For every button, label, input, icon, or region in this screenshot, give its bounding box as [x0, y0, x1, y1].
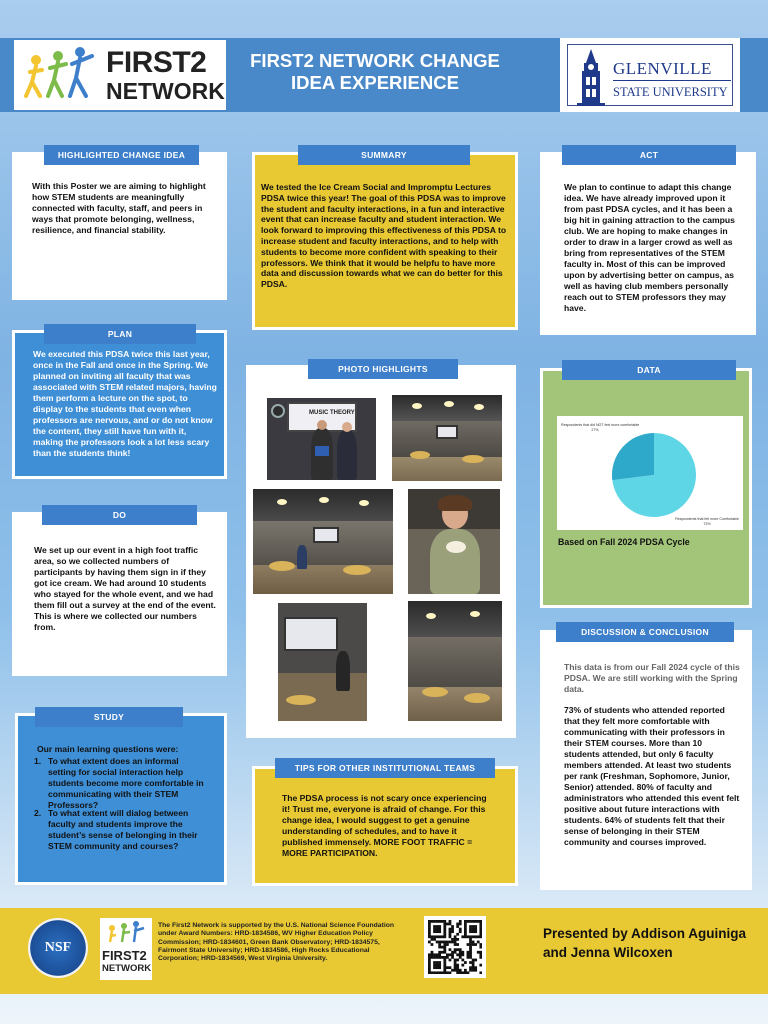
photo-student-ice-cream — [408, 489, 500, 594]
footer-funding-text: The First2 Network is supported by the U.S. National Science Foundation under Award Numbers: HRD-1834586, WV Higher Education Policy Commission; HRD-1834601, Green Bank Observatory; HRD-1834575, Fairmont State University; HRD-1834586, High Rocks Educational Corporation; HRD-1834569, West Virginia University. — [158, 922, 395, 963]
first2-logo-line2: NETWORK — [106, 78, 225, 104]
qr-code[interactable] — [424, 916, 486, 978]
study-intro: Our main learning questions were: — [37, 744, 179, 754]
footer-logo-line1: FIRST2 — [102, 948, 147, 963]
screen-label: MUSIC THEORY — [309, 410, 355, 416]
act-text: We plan to continue to adapt this change idea. We have already improved upon it from past PDSA cycles, and it has been a big hit in gaining attraction to the campus club. We are hoping to make changes in order to draw in a larger crowd as well as bring from representatives of the STEM faculty in. Most of this can be improved upon by advertising better on campus, as well as having club members personally reach out to STEM professors they may have. — [564, 182, 735, 313]
glenville-line1: GLENVILLE — [613, 59, 712, 78]
plan-text: We executed this PDSA twice this last year, once in the Fall and once in the Spring. We planned on inviting all faculty that was associated with STEM related majors, having them perform a lecture on the spot, to display to the students that even when professors are nervous, and or do not know the content, they still have fun with it, making the professors look a lot less scary than the students think! — [33, 349, 217, 458]
pie-label-0: Respondents that did NOT feel more comfortable — [561, 423, 640, 427]
photo-room-wide-1 — [392, 395, 502, 481]
photo-room-wide-3 — [408, 601, 502, 721]
glenville-line2: STATE UNIVERSITY — [613, 85, 728, 99]
data-chart — [557, 416, 743, 530]
first2-logo-line1: FIRST2 — [106, 46, 207, 79]
pie-pct-0: 27% — [591, 428, 599, 432]
pie-slice-0 — [612, 433, 654, 480]
poster-title: FIRST2 NETWORK CHANGE IDEA EXPERIENCE — [250, 50, 500, 93]
study-heading: STUDY — [35, 707, 183, 727]
photo-music-theory — [267, 398, 376, 480]
qr-code-icon — [428, 920, 482, 974]
highlighted-heading: HIGHLIGHTED CHANGE IDEA — [44, 145, 199, 165]
first2-logo — [14, 40, 226, 110]
photo-room-wide-2 — [253, 489, 393, 594]
data-caption: Based on Fall 2024 PDSA Cycle — [558, 537, 690, 547]
data-heading: DATA — [562, 360, 736, 380]
do-heading: DO — [42, 505, 197, 525]
summary-heading: SUMMARY — [298, 145, 470, 165]
pie-chart — [557, 416, 743, 530]
highlighted-text: With this Poster we are aiming to highlight how STEM students are meaningfully connected with faculty, staff, and peers in ways that promote belonging, wellness, resilience, and financial stability. — [32, 181, 206, 235]
photo-heading: PHOTO HIGHLIGHTS — [308, 359, 458, 379]
footer-first2-logo — [100, 918, 152, 980]
act-heading: ACT — [562, 145, 736, 165]
glenville-logo — [560, 38, 740, 112]
discussion-heading: DISCUSSION & CONCLUSION — [556, 622, 734, 642]
photo-lecture — [278, 603, 367, 721]
pie-label-1: Respondents that felt more Comfortable — [675, 517, 739, 521]
study-q2: To what extent will dialog between faculty and students improve the student’s sense of belonging in their STEM community and courses? — [48, 808, 198, 851]
summary-text: We tested the Ice Cream Social and Impromptu Lectures PDSA twice this year! The goal of this PDSA was to improve the student and faculty interactions, in a fun and interactive event that can increase faculty and student interaction. We look forward to improving this effectiveness of this PDSA to increase student and faculty interactions, and to help with students to become more confident with speaking to their professors. We think that it would be helpfu to have more data and discussion towards what we can do better for this PDSA. — [261, 182, 507, 290]
pie-pct-1: 73% — [703, 522, 711, 526]
study-q1-num: 1. — [34, 756, 42, 766]
do-text: We set up our event in a high foot traffic area, so we collected numbers of participants by having them sign in if they got ice cream. We had around 10 students who stayed for the whole event, and we had them fill out a survey at the end of the event. This is where we collected our numbers from. — [34, 545, 216, 632]
plan-heading: PLAN — [44, 324, 196, 344]
nsf-label: NSF — [44, 940, 72, 955]
glenville-tower-icon — [571, 47, 611, 107]
tips-heading: TIPS FOR OTHER INSTITUTIONAL TEAMS — [275, 758, 495, 778]
discussion-p2: 73% of students who attended reported that they felt more comfortable with communicating with their professors in their STEM courses. More than 10 students attended, but only 6 faculty members attended. At least two students per rank (Freshman, Sophomore, Junior, Senior) attended. 80% of faculty and administrators who attended this event felt positive about future interactions with students. 64% of students felt that their sense of belonging in their STEM community and courses improved. — [564, 705, 740, 847]
study-q1: To what extent does an informal setting for social interaction help students become more comfortable in communicating with their STEM Professors? — [48, 756, 204, 810]
tips-text: The PDSA process is not scary once experiencing it! Trust me, everyone is afraid of change. For this change idea, I would suggest to get a genuine understanding of schedules, and to have it published immensely. MORE FOOT TRAFFIC = MORE PARTICIPATION. — [282, 793, 487, 858]
footer-figures-icon — [102, 920, 154, 950]
study-q2-num: 2. — [34, 808, 42, 818]
footer-logo-line2: NETWORK — [102, 963, 152, 974]
presenters: Presented by Addison Aguiniga and Jenna Wilcoxen — [543, 926, 747, 960]
discussion-p1: This data is from our Fall 2024 cycle of this PDSA. We are still working with the Spring data. — [564, 662, 740, 694]
nsf-logo — [28, 918, 88, 978]
